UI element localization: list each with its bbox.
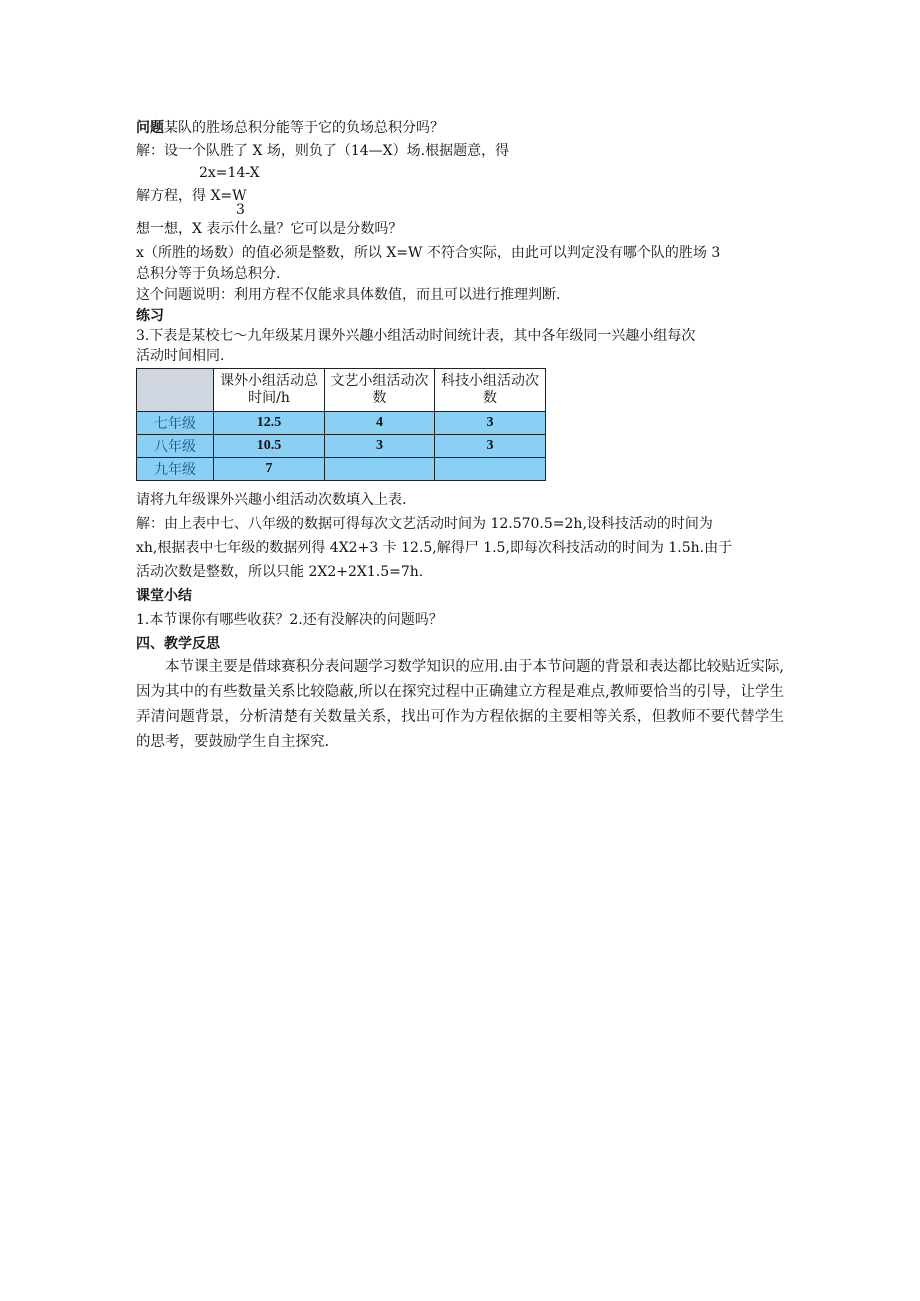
cell-tech-count: [435, 458, 546, 481]
reflection-heading: 四、教学反思: [136, 636, 220, 652]
cell-tech-count: 3: [435, 435, 546, 458]
table-header-row: [137, 369, 546, 412]
cell-arts-count: 3: [325, 435, 435, 458]
answer-line-3: 活动次数是整数，所以只能 2X2+2X1.5=7h.: [136, 564, 424, 580]
fill-instruction: 请将九年级课外兴趣小组活动次数填入上表.: [136, 492, 407, 508]
cell-arts-count: [325, 458, 435, 481]
problem-line: [136, 118, 444, 138]
row-label: 七年级: [137, 412, 214, 435]
exercise-text-2: 活动时间相同.: [136, 348, 225, 364]
problem-label: 问题: [136, 120, 164, 136]
cell-total-time: 12.5: [214, 412, 325, 435]
summary-text: 1.本节课你有哪些收获？2.还有没解决的问题吗？: [136, 612, 443, 628]
problem-question: 某队的胜场总积分能等于它的负场总积分吗？: [164, 120, 444, 136]
conclusion: 这个问题说明：利用方程不仅能求具体数值，而且可以进行推理判断.: [136, 287, 561, 303]
think-question: 想一想，X 表示什么量？它可以是分数吗？: [136, 221, 403, 237]
reflection-paragraph: 本节课主要是借球赛积分表问题学习数学知识的应用.由于本节问题的背景和表达都比较贴近实际,因为其中的有些数量关系比较隐蔽,所以在探究过程中正确建立方程是难点,教师要恰当的引导，让学生弄清问题背景，分析清楚有关数量关系，找出可作为方程依据的主要相等关系，但教师不要代替学生的思考，要鼓励学生自主探究.: [136, 659, 784, 750]
table-row: [137, 435, 546, 458]
table-row: [137, 458, 546, 481]
reason-line-1: x（所胜的场数）的值必须是整数，所以 X=W 不符合实际，由此可以判定没有哪个队的胜场 3: [136, 245, 721, 261]
cell-tech-count: 3: [435, 412, 546, 435]
reason-line-2: 总积分等于负场总积分.: [136, 266, 281, 282]
header-arts-count: 文艺小组活动次 数: [325, 369, 435, 412]
solve-line: 解方程，得 X=W: [136, 188, 247, 204]
row-label: 八年级: [137, 435, 214, 458]
header-tech-count: 科技小组活动次 数: [435, 369, 546, 412]
table-row: [137, 412, 546, 435]
cell-total-time: 10.5: [214, 435, 325, 458]
activity-table: [136, 368, 546, 481]
cell-total-time: 7: [214, 458, 325, 481]
equation: 2x=14-X: [199, 165, 260, 181]
header-total-time: 课外小组活动总 时间/h: [214, 369, 325, 412]
solution-intro: 解：设一个队胜了 X 场，则负了（14—X）场.根据题意，得: [136, 143, 510, 159]
exercise-heading: 练习: [136, 308, 164, 324]
cell-arts-count: 4: [325, 412, 435, 435]
row-label: 九年级: [137, 458, 214, 481]
answer-line-1: 解：由上表中七、八年级的数据可得每次文艺活动时间为 12.570.5=2h,设科技活动的时间为: [136, 516, 713, 532]
exercise-text-1: 3.下表是某校七～九年级某月课外兴趣小组活动时间统计表，其中各年级同一兴趣小组每次: [136, 328, 696, 344]
summary-heading: 课堂小结: [136, 588, 192, 604]
table-corner-cell: [137, 369, 214, 412]
answer-line-2: xh,根据表中七年级的数据列得 4X2+3 卡 12.5,解得尸 1.5,即每次科技活动的时间为 1.5h.由于: [136, 540, 733, 556]
fraction-denominator: 3: [236, 202, 245, 218]
